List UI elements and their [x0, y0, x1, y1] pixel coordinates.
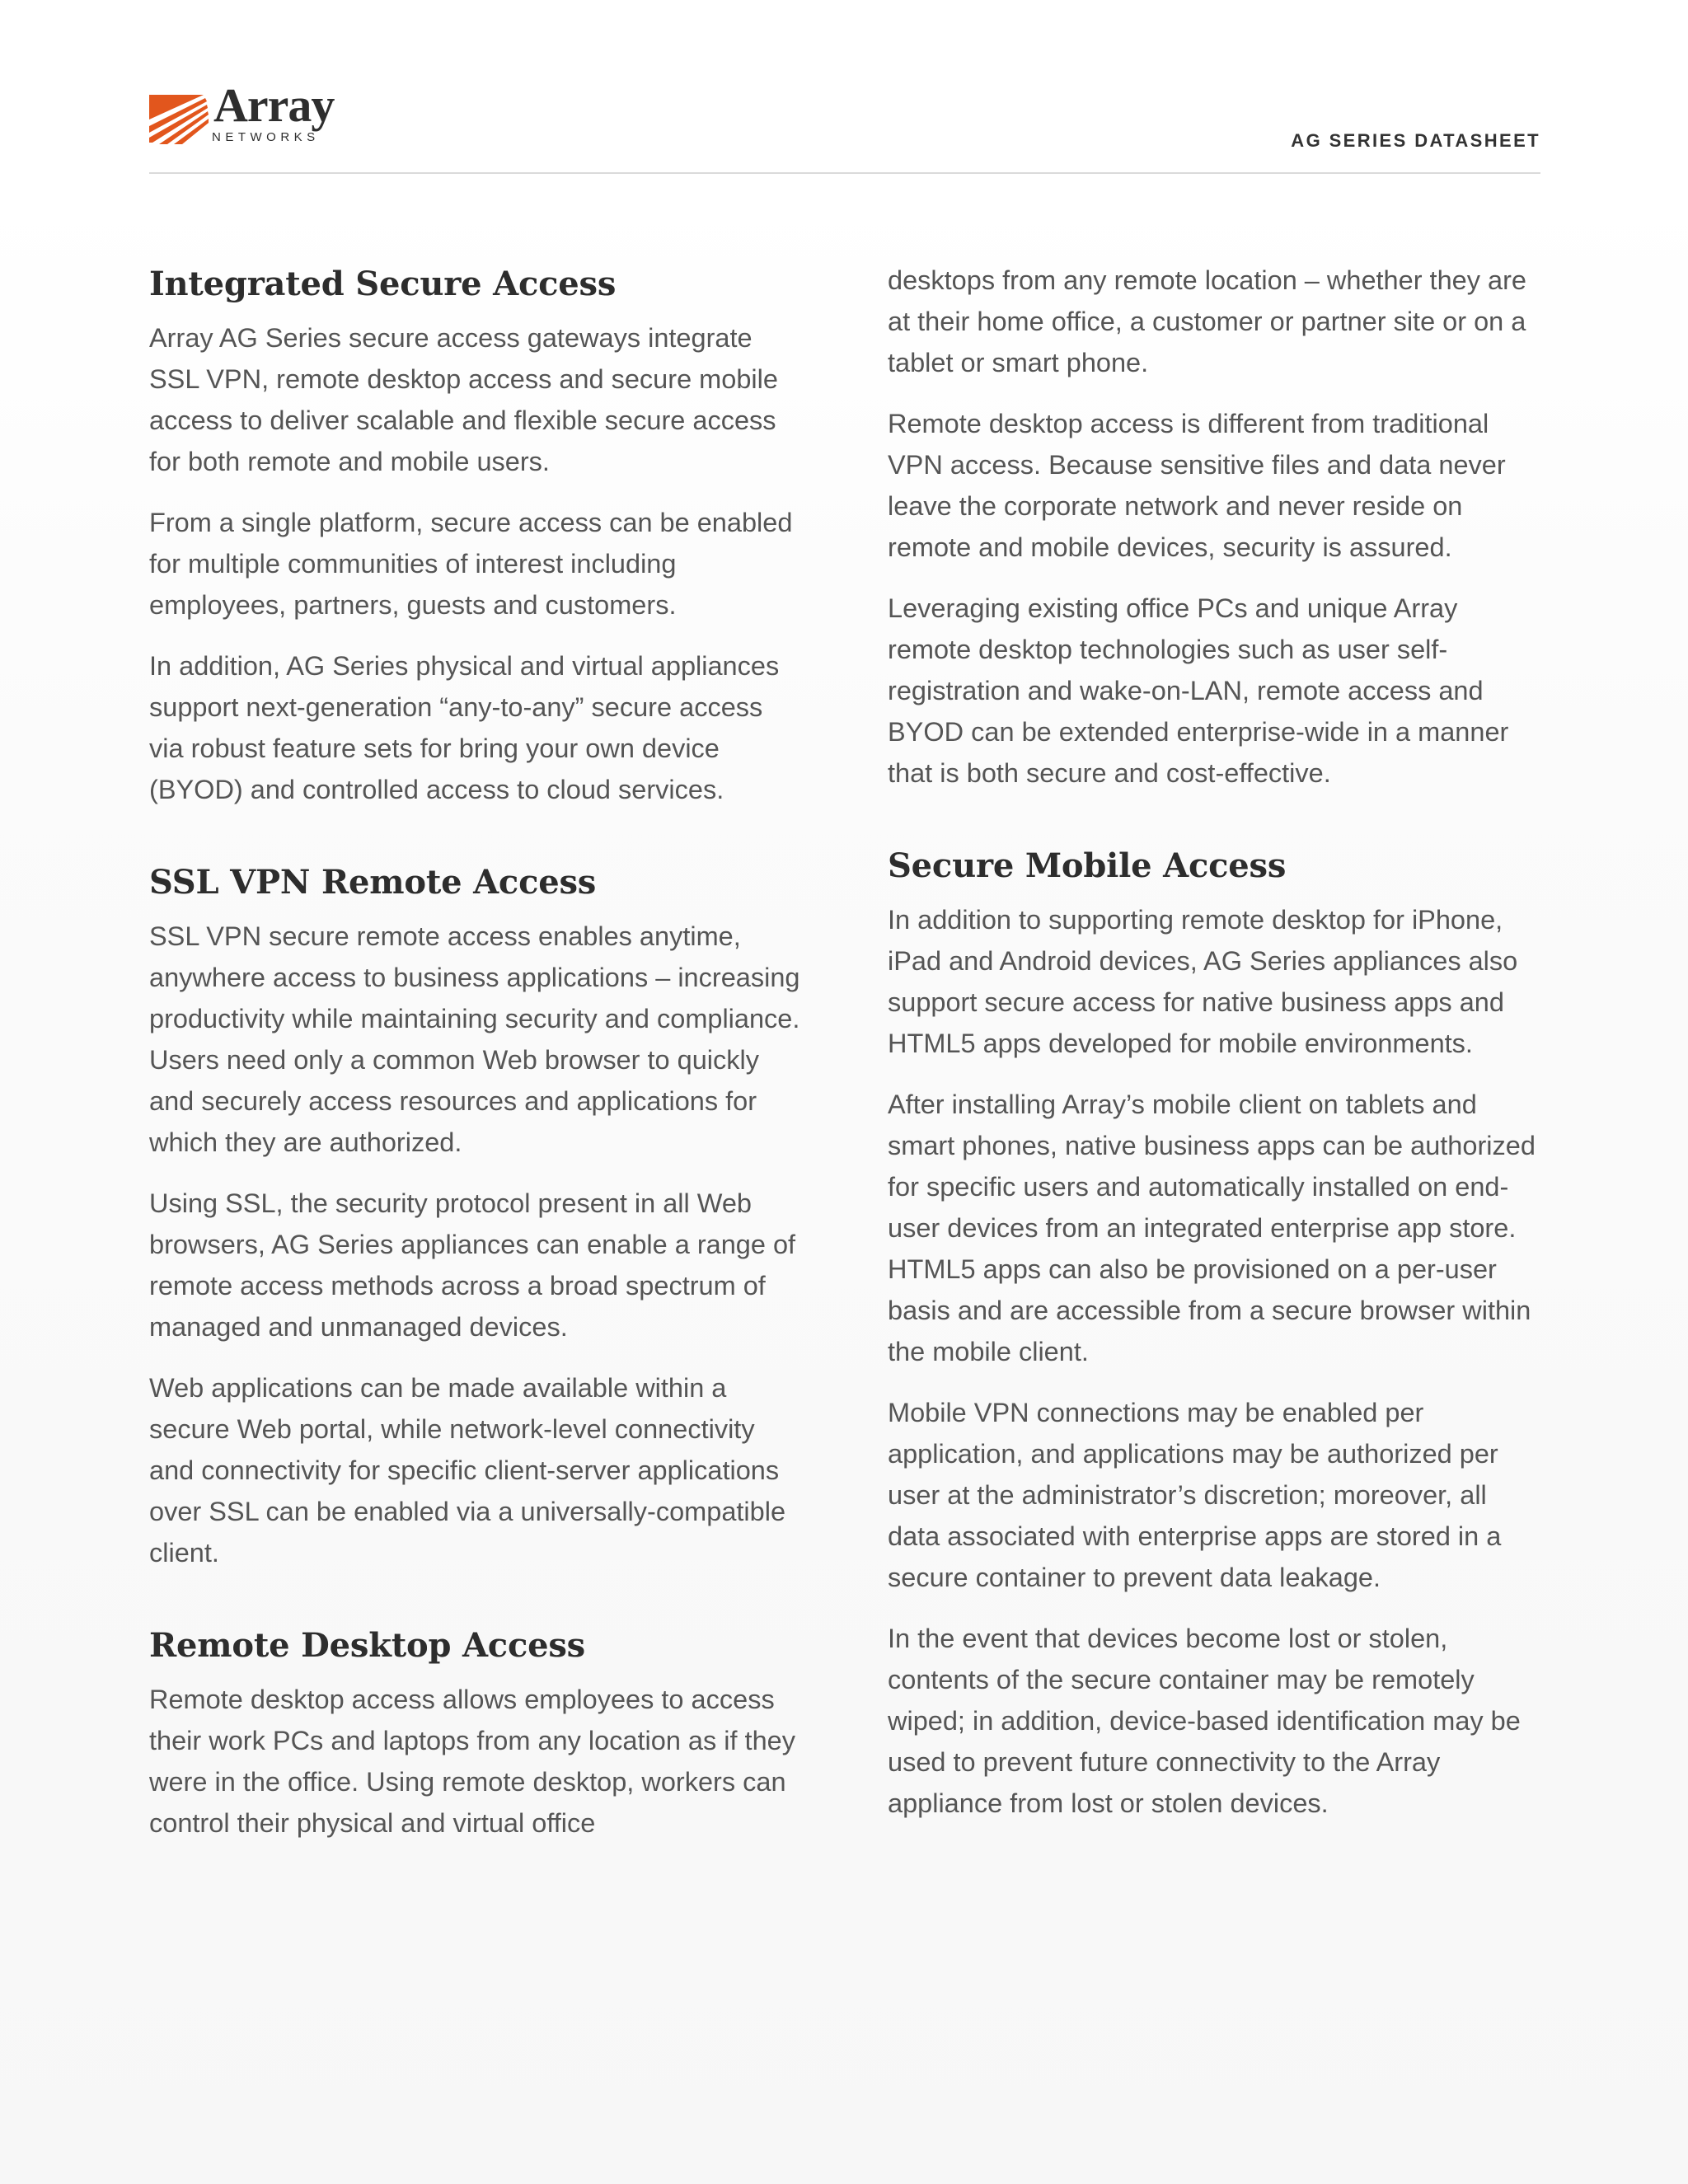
section-secure-mobile-access — [888, 841, 1539, 1824]
paragraph: In the event that devices become lost or stolen, contents of the secure container may be remotely wiped; in addition, device-based identification may be used to prevent future connectivity to the Array appliance from lost or stolen devices. — [888, 1624, 1521, 1818]
logo-wordmark: Array — [213, 78, 335, 132]
page-header — [149, 78, 1540, 174]
logo-stripes-icon — [149, 91, 209, 146]
paragraph: Using SSL, the security protocol present in all Web browsers, AG Series appliances can enable a range of remote access methods across a broad spectrum of managed and unmanaged devices. — [149, 1188, 796, 1342]
section-integrated-secure-access — [149, 260, 800, 810]
paragraph: Remote desktop access is different from traditional VPN access. Because sensitive files and data never leave the corporate network and never reside on remote and mobile devices, security is assured. — [888, 409, 1506, 562]
paragraph: After installing Array’s mobile client on tablets and smart phones, native business apps can be authorized for specific users and automatically installed on end-user devices from an integrated enterprise app store. HTML5 apps can also be provisioned on a per-user basis and are accessible from a secure browser within the mobile client. — [888, 1090, 1536, 1366]
paragraph: Mobile VPN connections may be enabled per application, and applications may be authorized per user at the administrator’s discretion; moreover, all data associated with enterprise apps are stored in a secure container to prevent data leakage. — [888, 1398, 1502, 1592]
right-column — [888, 260, 1539, 1824]
paragraph: Remote desktop access allows employees to access their work PCs and laptops from any location as if they were in the office. Using remote desktop, workers can control their physical and virtual office — [149, 1685, 795, 1838]
paragraph: In addition to supporting remote desktop for iPhone, iPad and Android devices, AG Series appliances also support secure access for native business apps and HTML5 apps developed for mobile environments. — [888, 905, 1518, 1058]
section-ssl-vpn-remote-access — [149, 858, 800, 1573]
paragraph: desktops from any remote location – whether they are at their home office, a customer or partner site or on a tablet or smart phone. — [888, 265, 1526, 377]
section-remote-desktop-access — [149, 1621, 800, 1844]
paragraph: From a single platform, secure access can be enabled for multiple communities of interest including employees, partners, guests and customers. — [149, 508, 793, 620]
section-remote-desktop-continued — [888, 260, 1539, 794]
paragraph: Array AG Series secure access gateways integrate SSL VPN, remote desktop access and secure mobile access to deliver scalable and flexible secure access for both remote and mobile users. — [149, 323, 778, 476]
section-title: Integrated Secure Access — [149, 265, 617, 303]
paragraph: In addition, AG Series physical and virtual appliances support next-generation “any-to-any” secure access via robust feature sets for bring your own device (BYOD) and controlled access to cloud services. — [149, 651, 780, 804]
paragraph: Leveraging existing office PCs and unique Array remote desktop technologies such as user self-registration and wake-on-LAN, remote access and BYOD can be extended enterprise-wide in a manner that is both secure and cost-effective. — [888, 593, 1509, 788]
paragraph: SSL VPN secure remote access enables anytime, anywhere access to business applications – increasing productivity while maintaining security and compliance. Users need only a common Web browser to quickly and securely access resources and applications for which they are authorized. — [149, 921, 800, 1157]
section-title: SSL VPN Remote Access — [149, 863, 597, 902]
datasheet-label: AG SERIES DATASHEET — [1291, 130, 1540, 151]
left-column — [149, 260, 800, 1844]
section-title: Secure Mobile Access — [888, 846, 1287, 885]
section-title: Remote Desktop Access — [149, 1626, 586, 1665]
logo-subtitle: NETWORKS — [212, 130, 320, 144]
array-networks-logo — [149, 78, 347, 146]
paragraph: Web applications can be made available within a secure Web portal, while network-level connectivity and connectivity for specific client-server applications over SSL can be enabled via a universally-compatible client. — [149, 1373, 786, 1568]
